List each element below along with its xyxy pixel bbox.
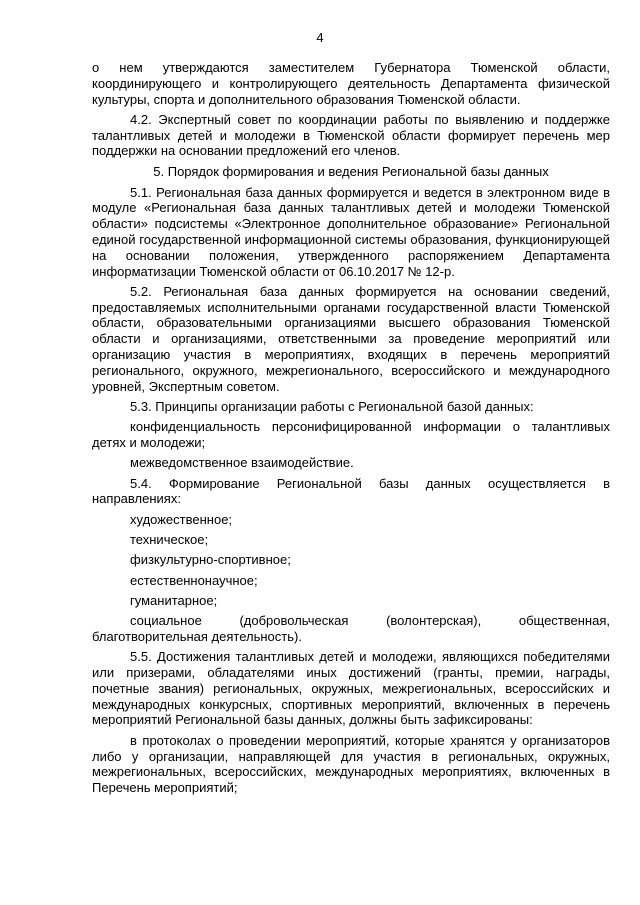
paragraph: 5.2. Региональная база данных формируется на основании сведений, предоставляемых исполнительными органами государственной власти Тюменской области, образовательными организациями высшего образования Тюменской области и организациями, ответственными за проведение мероприятий или организацию участия в мероприятиях, входящих в перечень мероприятий регионального, окружного, межрегионального, всероссийского и международного уровней, Экспертным советом. (92, 283, 610, 394)
list-item: гуманитарное; (130, 592, 218, 608)
paragraph: 5.3. Принципы организации работы с Региональной базой данных: (130, 398, 534, 414)
list-item: социальное (добровольческая (волонтерская), общественная, благотворительная деятельность). (92, 613, 610, 644)
list-item: в протоколах о проведении мероприятий, которые хранятся у организаторов либо у организации, направляющей для участия в региональных, окружных, межрегиональных, всероссийских, международных мероприятиях, включенных в Перечень мероприятий; (92, 732, 610, 796)
paragraph: 5.1. Региональная база данных формируется и ведется в электронном виде в модуле «Региональная база данных талантливых детей и молодежи Тюменской области» подсистемы «Электронное дополнительное образование» Региональной единой государственной информационной системы образования, функционирующей на основании положения, утвержденного распоряжением Департамента информатизации Тюменской области от 06.10.2017 № 12-р. (92, 184, 610, 279)
paragraph: 5.5. Достижения талантливых детей и молодежи, являющихся победителями или призерами, обладателями иных достижений (гранты, премии, награды, почетные звания) региональных, окружных, межрегиональных, всероссийских и международных конкурсных, спортивных мероприятий, включенных в перечень мероприятий Региональной базы данных, должны быть зафиксированы: (92, 649, 610, 728)
section-heading: 5. Порядок формирования и ведения Региональной базы данных (153, 163, 549, 179)
paragraph: 5.4. Формирование Региональной базы данных осуществляется в направлениях: (92, 475, 610, 507)
list-item: физкультурно-спортивное; (130, 552, 291, 568)
list-item: конфиденциальность персонифицированной информации о талантливых детях и молодежи; (92, 419, 610, 451)
list-item: естественнонаучное; (130, 572, 258, 588)
document-body (92, 60, 610, 800)
list-item: межведомственное взаимодействие. (130, 455, 354, 471)
list-item: художественное; (130, 511, 233, 527)
paragraph: о нем утверждаются заместителем Губернатора Тюменской области, координирующего и контролирующего деятельность Департамента физической культуры, спорта и дополнительного образования Тюменской области. (92, 60, 610, 107)
list-item: техническое; (130, 532, 209, 548)
paragraph: 4.2. Экспертный совет по координации работы по выявлению и поддержке талантливых детей и молодежи в Тюменской области формирует перечень мер поддержки на основании предложений его членов. (92, 111, 610, 159)
page-number: 4 (316, 30, 324, 45)
